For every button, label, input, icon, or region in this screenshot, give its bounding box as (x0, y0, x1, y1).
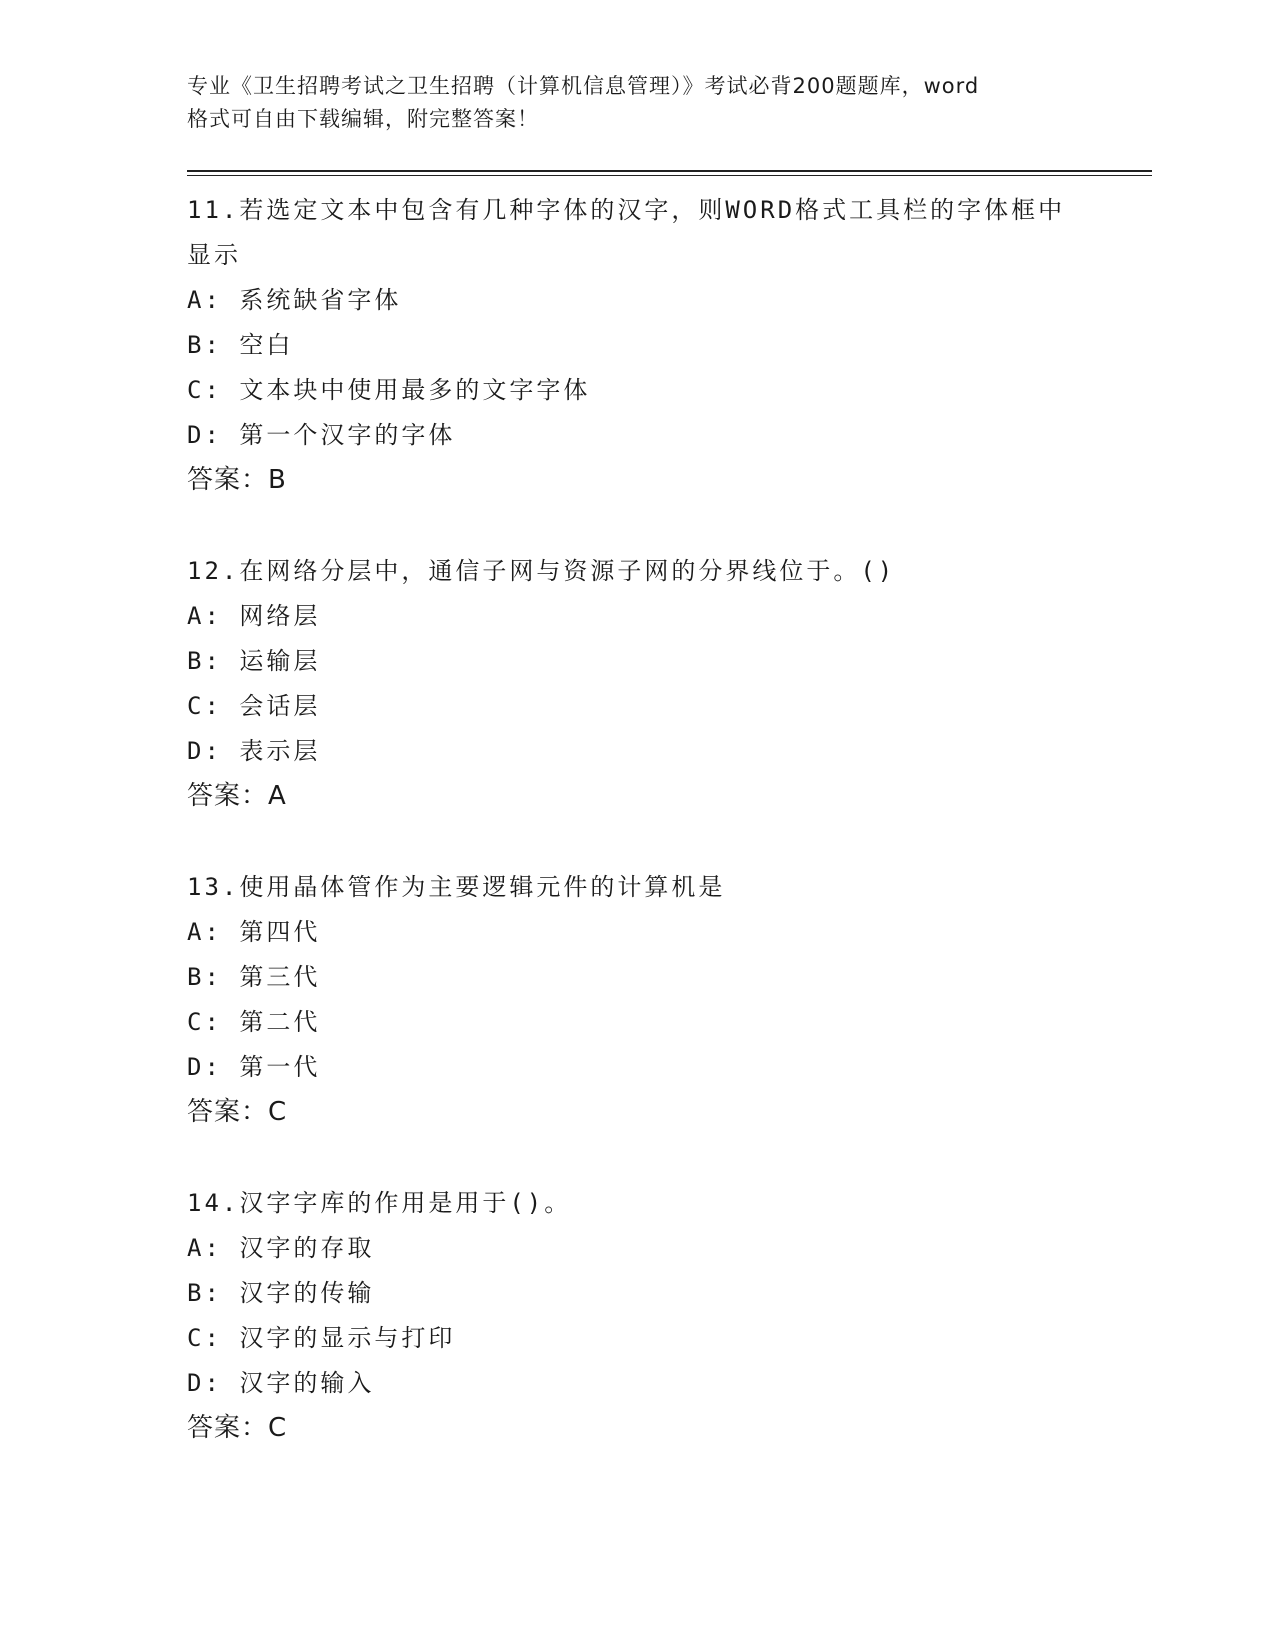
option-b: B: 汉字的传输 (187, 1279, 375, 1307)
option-d: D: 表示层 (187, 737, 321, 765)
question-12 (187, 549, 1152, 819)
option-d: D: 汉字的输入 (187, 1369, 375, 1397)
question-list (187, 188, 1152, 1451)
question-stem: 13.使用晶体管作为主要逻辑元件的计算机是 (187, 873, 726, 901)
option-a: A: 汉字的存取 (187, 1234, 375, 1262)
option-a: A: 系统缺省字体 (187, 286, 402, 314)
question-stem: 11.若选定文本中包含有几种字体的汉字，则WORD格式工具栏的字体框中显示 (187, 196, 1066, 269)
question-stem: 12.在网络分层中，通信子网与资源子网的分界线位于。() (187, 557, 896, 585)
option-c: C: 文本块中使用最多的文字字体 (187, 376, 591, 404)
option-d: D: 第一代 (187, 1053, 321, 1081)
answer: 答案：B (187, 465, 287, 495)
question-11 (187, 188, 1152, 503)
answer: 答案：C (187, 1413, 288, 1443)
answer: 答案：C (187, 1097, 288, 1127)
document-page (187, 70, 1152, 1497)
question-13 (187, 865, 1152, 1135)
option-a: A: 第四代 (187, 918, 321, 946)
option-d: D: 第一个汉字的字体 (187, 421, 456, 449)
option-c: C: 第二代 (187, 1008, 321, 1036)
option-b: B: 空白 (187, 331, 294, 359)
option-b: B: 运输层 (187, 647, 321, 675)
header-line-1: 专业《卫生招聘考试之卫生招聘（计算机信息管理）》考试必背200题题库，word (187, 74, 980, 98)
option-c: C: 会话层 (187, 692, 321, 720)
document-header (187, 70, 1087, 136)
option-b: B: 第三代 (187, 963, 321, 991)
header-divider (187, 170, 1152, 176)
header-line-2: 格式可自由下载编辑，附完整答案！ (187, 107, 539, 131)
question-stem: 14.汉字字库的作用是用于()。 (187, 1189, 572, 1217)
option-c: C: 汉字的显示与打印 (187, 1324, 456, 1352)
question-14 (187, 1181, 1152, 1451)
option-a: A: 网络层 (187, 602, 321, 630)
answer: 答案：A (187, 781, 287, 811)
